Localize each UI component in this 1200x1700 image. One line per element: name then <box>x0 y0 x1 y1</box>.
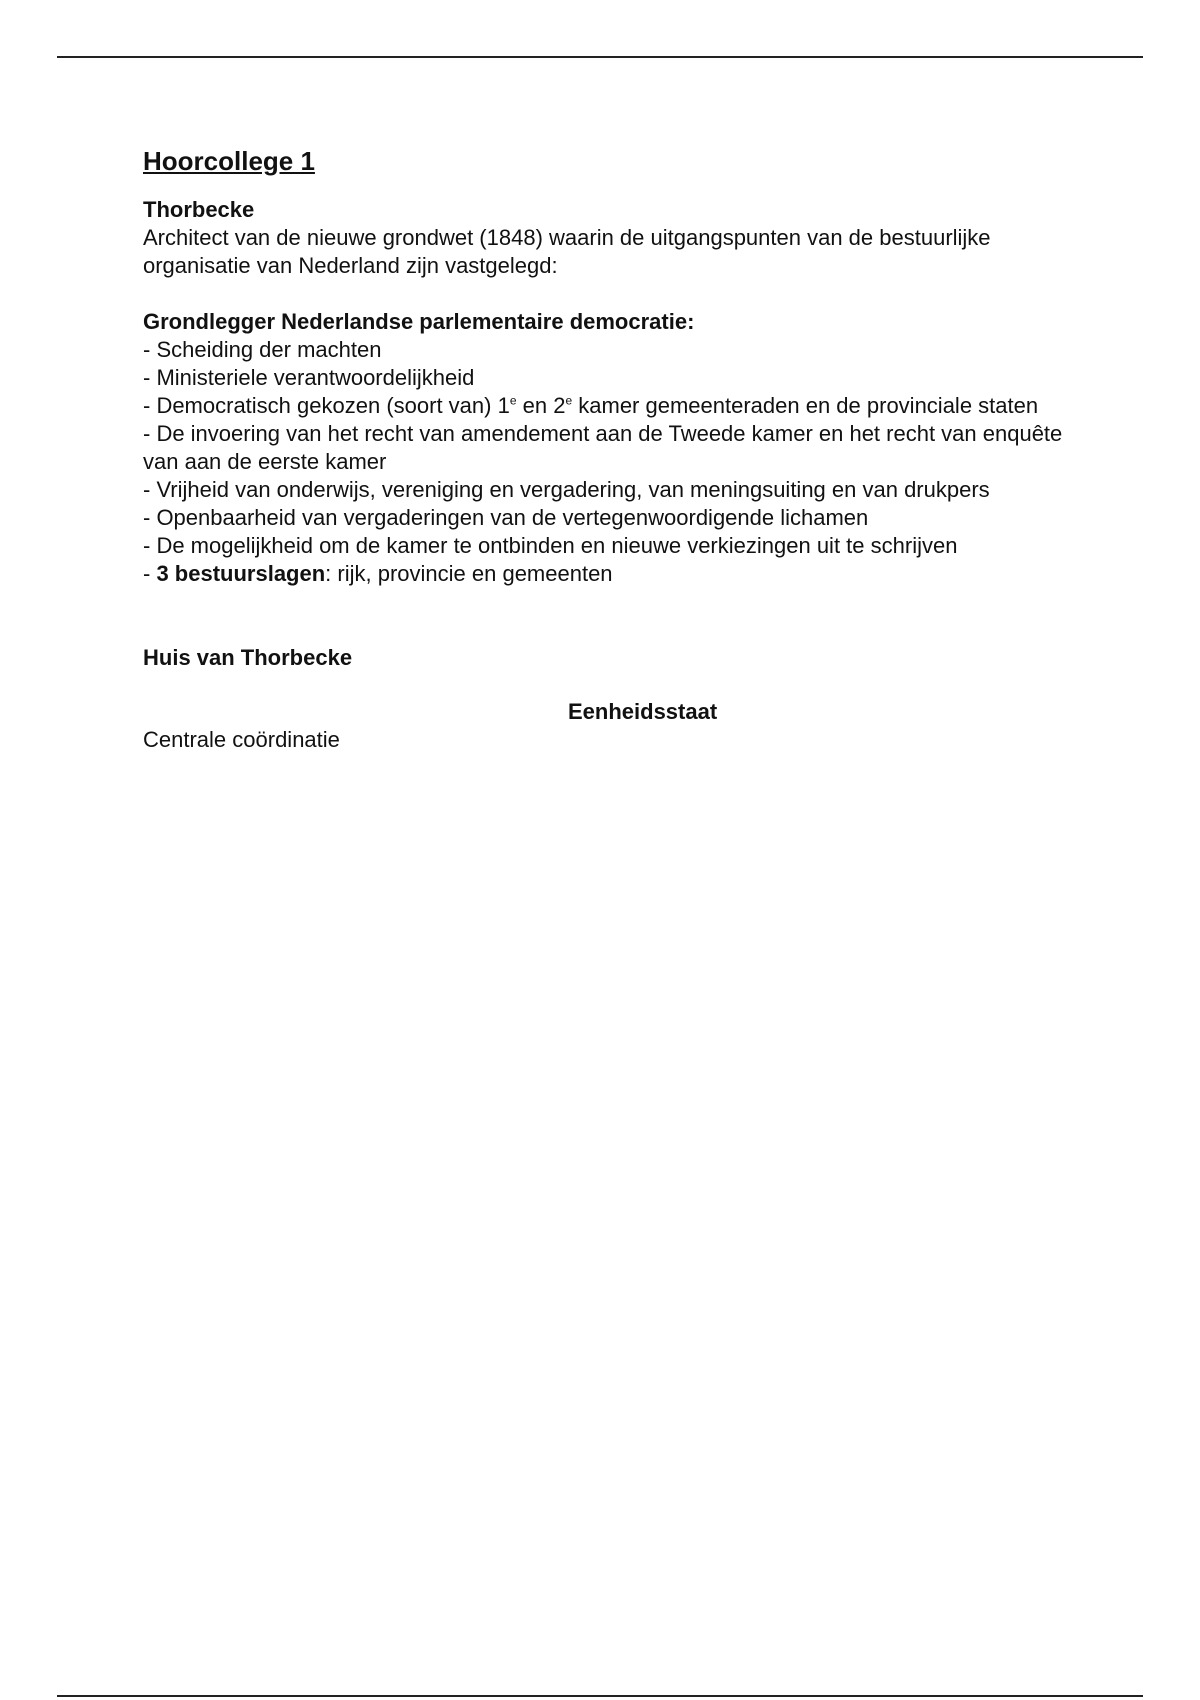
section-heading-grondlegger: Grondlegger Nederlandse parlementaire democratie: <box>143 309 695 334</box>
bullet-text: kamer gemeenteraden en de provinciale staten <box>572 393 1039 418</box>
bullet-text: en 2 <box>516 393 566 418</box>
list-item-democratisch <box>143 392 1083 420</box>
list-item-bestuurslagen <box>143 560 1083 588</box>
spacer <box>143 280 1083 308</box>
bottom-rule <box>57 1695 1143 1697</box>
list-item: - Vrijheid van onderwijs, vereniging en vergadering, van meningsuiting en van drukpers <box>143 477 990 502</box>
bullet-bold-text: 3 bestuurslagen <box>156 561 326 586</box>
top-rule <box>57 56 1143 58</box>
section-text-centrale: Centrale coördinatie <box>143 727 340 752</box>
list-item: - Ministeriele verantwoordelijkheid <box>143 365 475 390</box>
list-item: - De mogelijkheid om de kamer te ontbinden en nieuwe verkiezingen uit te schrijven <box>143 533 958 558</box>
spacer <box>143 588 1083 644</box>
section-heading-huis: Huis van Thorbecke <box>143 645 353 670</box>
bullet-text: : rijk, provincie en gemeenten <box>325 561 613 586</box>
document-title: Hoorcollege 1 <box>143 146 315 176</box>
center-heading-eenheidsstaat: Eenheidsstaat <box>568 699 718 724</box>
section-text-architect: Architect van de nieuwe grondwet (1848) waarin de uitgangspunten van de bestuurlijke organisatie van Nederland zijn vastgelegd: <box>143 225 991 278</box>
bullet-text: - Democratisch gekozen (soort van) 1 <box>143 393 510 418</box>
bullet-prefix: - <box>143 561 157 586</box>
document-body <box>143 144 1083 754</box>
section-heading-thorbecke: Thorbecke <box>143 197 255 222</box>
superscript: e <box>565 393 573 408</box>
list-item: - De invoering van het recht van amendement aan de Tweede kamer en het recht van enquête van aan de eerste kamer <box>143 421 1063 474</box>
list-item: - Scheiding der machten <box>143 337 382 362</box>
list-item: - Openbaarheid van vergaderingen van de vertegenwoordigende lichamen <box>143 505 869 530</box>
superscript: e <box>509 393 517 408</box>
